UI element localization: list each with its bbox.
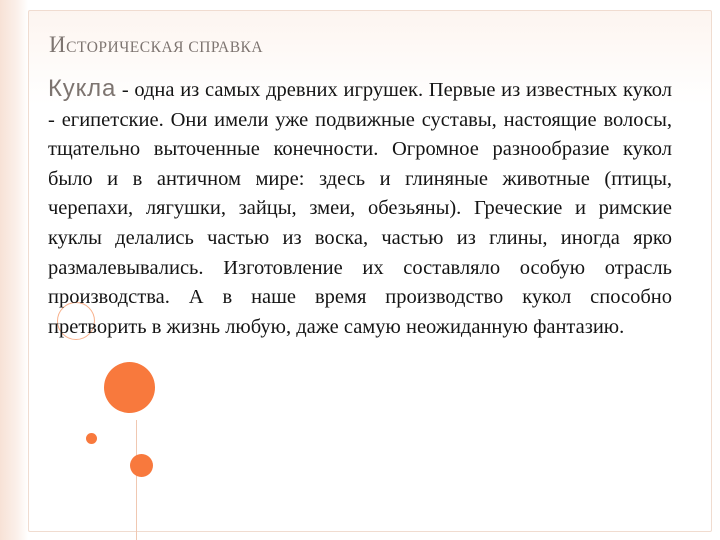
decor-circle-small — [86, 433, 97, 444]
slide-title — [49, 32, 263, 58]
title-first-letter: И — [49, 32, 67, 57]
left-decor-band — [0, 0, 28, 540]
decor-vertical-line — [136, 420, 137, 540]
title-rest: СТОРИЧЕСКАЯ СПРАВКА — [66, 39, 264, 56]
lead-word: Кукла — [48, 75, 117, 102]
body-paragraph — [48, 74, 672, 342]
body-text: - одна из самых древних игрушек. Первые из известных кукол - египетские. Они имели уже подвижные суставы, настоящие волосы, тщательно выточенные конечности. Огромное разнообразие кукол было и в античном мире: здесь и глиняные животные (птицы, черепахи, лягушки, зайцы, змеи, обезьяны). Греческие и римские куклы делались частью из воска, частью из глины, иногда ярко размалевывались. Изготовление их составляло особую отрасль производства. А в наше время производство кукол способно претворить в жизнь любую, даже самую неожиданную фантазию. — [48, 79, 672, 338]
decor-circle-large — [104, 362, 155, 413]
decor-circle-medium — [130, 454, 153, 477]
